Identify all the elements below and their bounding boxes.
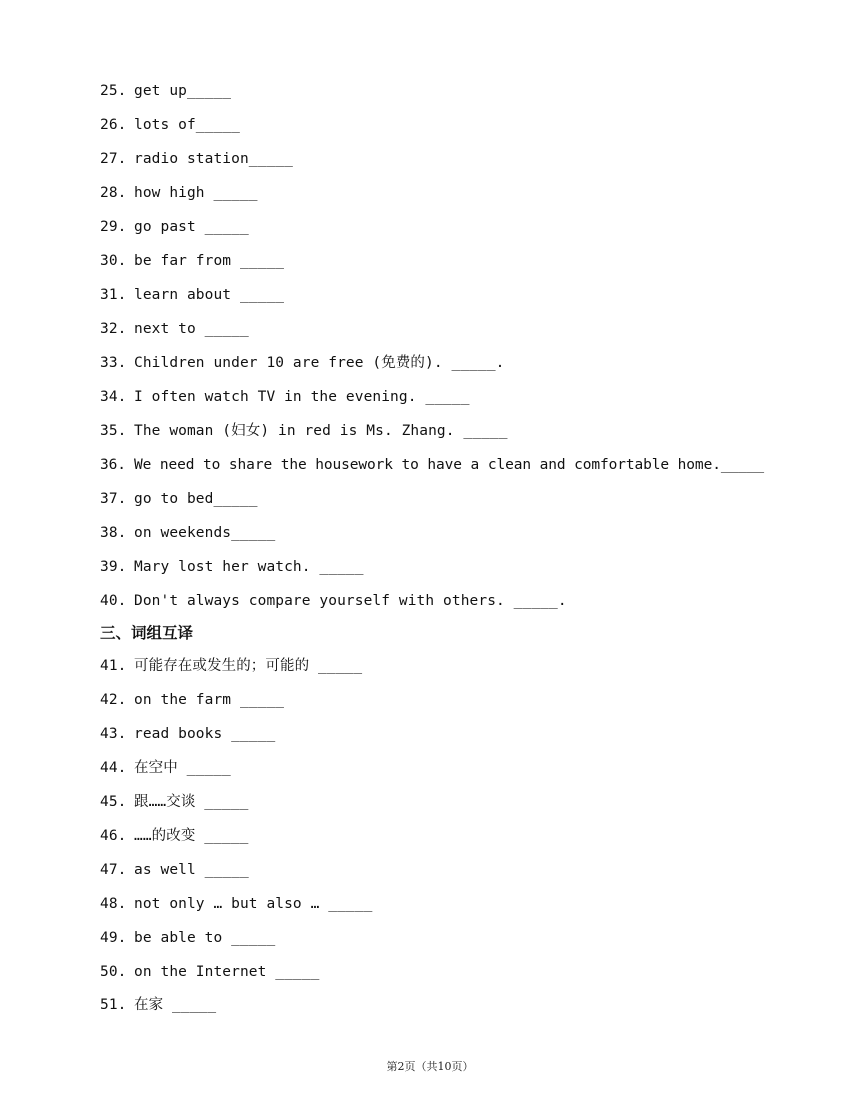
question-item: [100, 521, 275, 545]
question-text: The woman (妇女) in red is Ms. Zhang. _____: [134, 423, 508, 439]
question-number: 30.: [100, 253, 127, 269]
question-text: radio station_____: [134, 151, 293, 167]
question-item: [100, 654, 362, 678]
question-text: 在家 _____: [134, 997, 217, 1013]
question-item: [100, 790, 248, 814]
question-text: learn about _____: [134, 287, 285, 303]
question-number: 31.: [100, 287, 127, 303]
question-item: [100, 419, 508, 443]
question-item: [100, 385, 470, 409]
question-item: [100, 960, 319, 984]
question-item: [100, 283, 284, 307]
question-item: [100, 453, 764, 477]
question-text: go past _____: [134, 219, 249, 235]
question-item: [100, 858, 249, 882]
question-item: [100, 926, 275, 950]
question-text: We need to share the housework to have a clean and comfortable home._____: [134, 457, 764, 473]
question-text: on the farm _____: [134, 692, 285, 708]
question-item: [100, 892, 372, 916]
question-number: 48.: [100, 896, 127, 912]
question-text: Don't always compare yourself with others. _____.: [134, 593, 567, 609]
question-item: [100, 555, 364, 579]
question-text: be far from _____: [134, 253, 285, 269]
question-number: 42.: [100, 692, 127, 708]
question-number: 47.: [100, 862, 127, 878]
question-number: 28.: [100, 185, 127, 201]
question-item: [100, 317, 249, 341]
question-item: [100, 756, 231, 780]
question-text: get up_____: [134, 83, 232, 99]
question-number: 43.: [100, 726, 127, 742]
question-item: [100, 589, 567, 613]
page-footer: 第2页（共10页）: [386, 1060, 474, 1073]
question-number: 49.: [100, 930, 127, 946]
question-item: [100, 688, 284, 712]
question-text: not only … but also … _____: [134, 896, 373, 912]
question-item: [100, 993, 216, 1017]
question-text: how high _____: [134, 185, 258, 201]
question-number: 38.: [100, 525, 127, 541]
question-number: 26.: [100, 117, 127, 133]
question-item: [100, 215, 249, 239]
question-item: [100, 722, 275, 746]
question-number: 29.: [100, 219, 127, 235]
question-number: 36.: [100, 457, 126, 473]
section-heading: 三、词组互译: [100, 624, 194, 642]
question-item: [100, 147, 293, 171]
question-text: next to _____: [134, 321, 249, 337]
question-text: 在空中 _____: [134, 760, 231, 776]
question-number: 37.: [100, 491, 127, 507]
question-text: Children under 10 are free (免费的). _____.: [134, 355, 505, 371]
question-text: on weekends_____: [134, 525, 276, 541]
question-text: ……的改变 _____: [134, 828, 249, 844]
question-number: 40.: [100, 593, 127, 609]
question-number: 41.: [100, 658, 127, 674]
question-number: 44.: [100, 760, 127, 776]
question-number: 50.: [100, 964, 127, 980]
question-item: [100, 487, 258, 511]
question-text: be able to _____: [134, 930, 276, 946]
question-number: 34.: [100, 389, 127, 405]
question-item: [100, 249, 284, 273]
question-number: 33.: [100, 355, 127, 371]
question-text: 跟……交谈 _____: [134, 794, 249, 810]
question-number: 39.: [100, 559, 127, 575]
question-number: 35.: [100, 423, 127, 439]
question-item: [100, 824, 248, 848]
question-number: 27.: [100, 151, 127, 167]
question-text: as well _____: [134, 862, 249, 878]
question-item: [100, 181, 258, 205]
question-text: read books _____: [134, 726, 276, 742]
question-number: 25.: [100, 83, 127, 99]
question-item: [100, 79, 231, 103]
question-number: 51.: [100, 997, 127, 1013]
question-number: 45.: [100, 794, 127, 810]
question-item: [100, 351, 505, 375]
question-number: 46.: [100, 828, 127, 844]
question-text: 可能存在或发生的；可能的 _____: [134, 658, 363, 674]
question-item: [100, 113, 240, 137]
question-number: 32.: [100, 321, 127, 337]
question-text: on the Internet _____: [134, 964, 320, 980]
question-text: lots of_____: [134, 117, 240, 133]
question-text: Mary lost her watch. _____: [134, 559, 364, 575]
question-text: I often watch TV in the evening. _____: [134, 389, 470, 405]
question-text: go to bed_____: [134, 491, 258, 507]
